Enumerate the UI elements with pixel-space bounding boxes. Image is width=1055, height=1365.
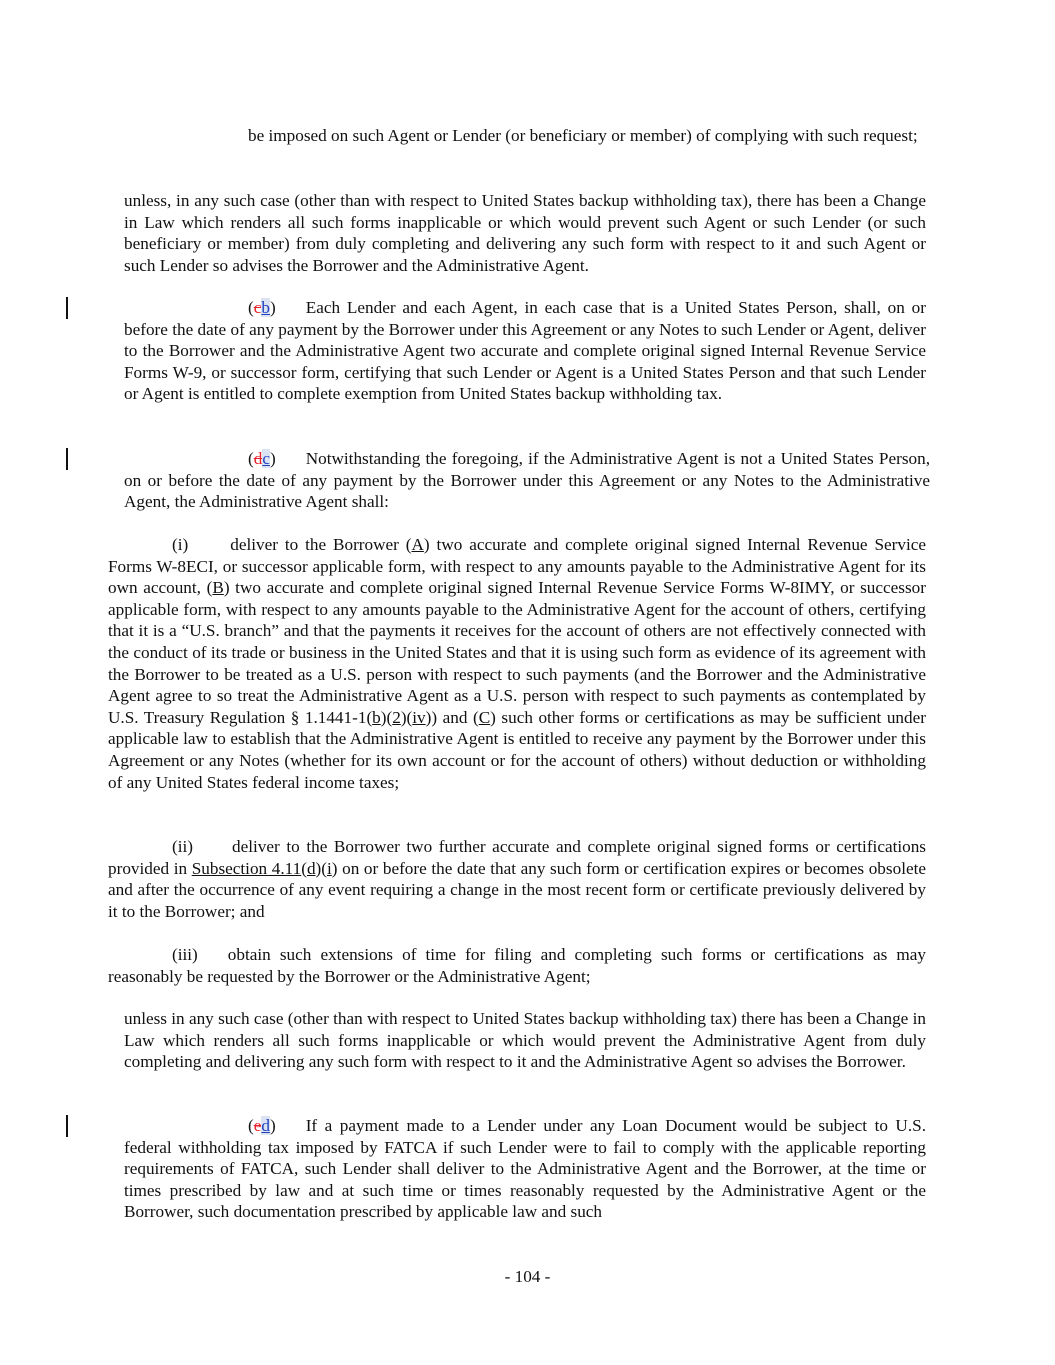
paragraph-ii: (ii) deliver to the Borrower two further accurate and complete original signed forms or certifications provided in Subsection 4.11(d)(i) on or before the date that any such form or certification expires or becomes obsolete and after the occurrence of any event requiring a change in the most recent form or certificate previously delivered by it to the Borrower; and [108,837,926,921]
paragraph-c: (dc) Notwithstanding the foregoing, if the Administrative Agent is not a United States Person, on or before the date of any payment by the Borrower under this Agreement or any Notes to the Administrative Agent, the Administrative Agent shall: [124,449,930,512]
paragraph-d: (ed) If a payment made to a Lender under any Loan Document would be subject to U.S. federal withholding tax imposed by FATCA if such Lender were to fail to comply with the applicable reporting requirements of FATCA, such Lender shall deliver to the Administrative Agent and the Borrower, at the time or times prescribed by law and at such time or times reasonably requested by the Administrative Agent or the Borrower, such documentation prescribed by applicable law and such [124,1116,926,1222]
change-bar [66,297,68,319]
change-bar [66,448,68,470]
paragraph-b: (cb) Each Lender and each Agent, in each case that is a United States Person, shall, on or before the date of any payment by the Borrower under this Agreement or any Notes to such Lender or Agent, deliver to the Borrower and the Administrative Agent two accurate and complete original signed Internal Revenue Service Forms W-9, or successor form, certifying that such Lender or Agent is a United States Person and that such Lender or Agent is entitled to complete exemption from United States backup withholding tax. [124,298,926,404]
paragraph-continued: be imposed on such Agent or Lender (or beneficiary or member) of complying with such request; [248,126,918,145]
paragraph-unless-1: unless, in any such case (other than with respect to United States backup withholding tax), there has been a Change in Law which renders all such forms inapplicable or which would prevent such Agent or such Lender (or such beneficiary or member) from duly completing and delivering any such form with respect to it and such Agent or such Lender so advises the Borrower and the Administrative Agent. [124,191,926,275]
paragraph-unless-2: unless in any such case (other than with respect to United States backup withholding tax) there has been a Change in Law which renders all such forms inapplicable or which would prevent the Administrative Agent from duly completing and delivering any such form with respect to it and the Administrative Agent so advises the Borrower. [124,1009,926,1072]
paragraph-iii: (iii) obtain such extensions of time for filing and completing such forms or certifications as may reasonably be requested by the Borrower or the Administrative Agent; [108,945,926,986]
paragraph-i: (i) deliver to the Borrower (A) two accurate and complete original signed Internal Revenue Service Forms W-8ECI, or successor applicable form, with respect to any amounts payable to the Administrative Agent for its own account, (B) two accurate and complete original signed Internal Revenue Service Forms W-8IMY, or successor applicable form, with respect to any amounts payable to the Administrative Agent for the account of others, certifying that it is a “U.S. branch” and that the payments it receives for the account of others are not effectively connected with the conduct of its trade or business in the United States and that it is using such form as evidence of its agreement with the Borrower to be treated as a U.S. person with respect to such payments (and the Borrower and the Administrative Agent agree to so treat the Administrative Agent as a U.S. person with respect to such payments as contemplated by U.S. Treasury Regulation § 1.1441-1(b)(2)(iv)) and (C) such other forms or certifications as may be sufficient under applicable law to establish that the Administrative Agent is entitled to receive any payment by the Borrower under this Agreement or any Notes (whether for its own account or for the account of others) without deduction or withholding of any United States federal income taxes; [108,535,926,792]
page-number: - 104 - [504,1267,551,1286]
change-bar [66,1115,68,1137]
